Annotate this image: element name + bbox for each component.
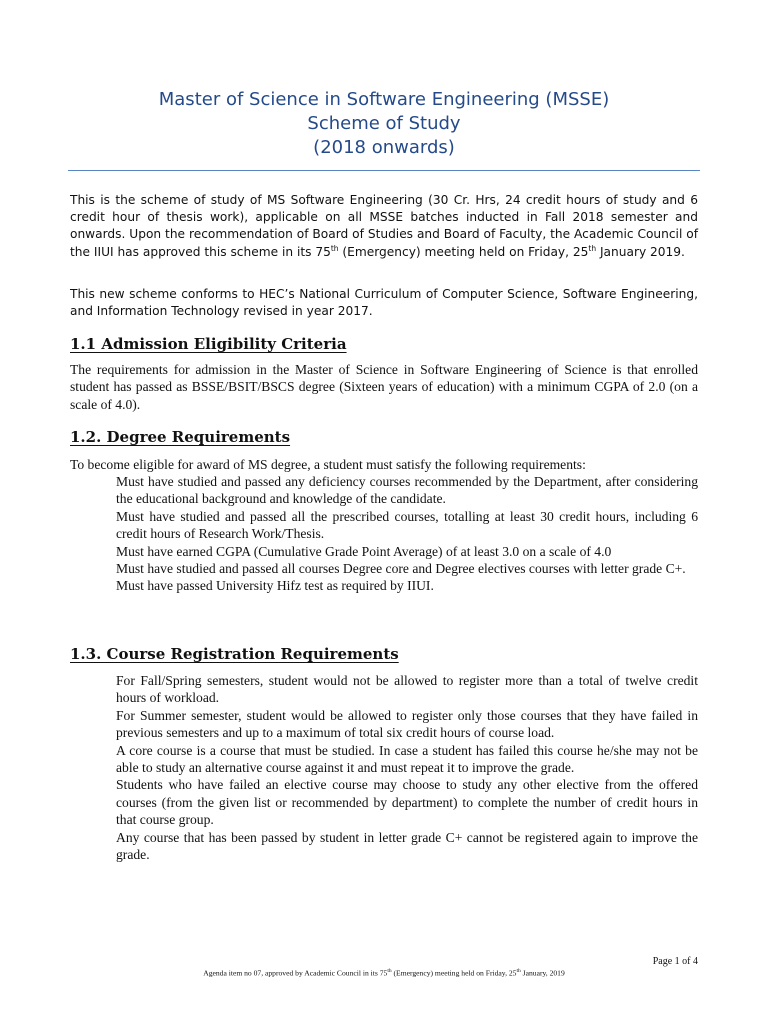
ordinal-suffix: th — [516, 968, 521, 974]
list-item: Must have passed University Hifz test as required by IIUI. — [116, 578, 434, 594]
title-line-1: Master of Science in Software Engineering (MSSE) — [158, 89, 610, 110]
title-line-3: (2018 onwards) — [313, 137, 455, 158]
page-footer — [0, 968, 768, 978]
page-number: Page 1 of 4 — [652, 956, 698, 967]
intro-text: January 2019. — [596, 244, 685, 259]
list-item: Must have studied and passed all courses Degree core and Degree electives courses with letter grade C+. — [116, 561, 686, 577]
ordinal-suffix: th — [387, 968, 392, 974]
list-item: Must have studied and passed all the prescribed courses, totalling at least 30 credit hours, including 6 credit hours of Research Work/Thesis. — [116, 508, 698, 542]
registration-requirements-list — [116, 672, 698, 863]
title-divider — [68, 170, 700, 171]
list-item: Any course that has been passed by student in letter grade C+ cannot be registered again to improve the grade. — [116, 829, 698, 863]
intro-text: (Emergency) meeting held on Friday, 25 — [338, 244, 589, 259]
section-heading-admission: 1.1 Admission Eligibility Criteria — [70, 335, 347, 353]
footer-text: (Emergency) meeting held on Friday, 25 — [391, 968, 517, 978]
footer-text: January, 2019 — [520, 968, 565, 978]
intro-paragraph-2: This new scheme conforms to HEC’s National Curriculum of Computer Science, Software Engineering, and Information Technology revised in year 2017. — [70, 287, 698, 319]
list-item: A core course is a course that must be studied. In case a student has failed this course he/she may not be able to study an alternative course against it and must repeat it to improve the grade. — [116, 742, 698, 776]
degree-requirements-list — [116, 473, 698, 595]
degree-intro: To become eligible for award of MS degree, a student must satisfy the following requirements: — [70, 457, 586, 472]
title-line-2: Scheme of Study — [307, 113, 461, 134]
list-item: Students who have failed an elective course may choose to study any other elective from the offered courses (from the given list or recommended by department) to complete the number of credit hours in that course group. — [116, 777, 698, 828]
list-item: For Fall/Spring semesters, student would not be allowed to register more than a total of twelve credit hours of workload. — [116, 673, 698, 706]
ordinal-suffix: th — [588, 243, 597, 253]
section-heading-registration: 1.3. Course Registration Requirements — [70, 645, 399, 663]
document-title — [68, 88, 700, 160]
list-item: Must have earned CGPA (Cumulative Grade Point Average) of at least 3.0 on a scale of 4.0 — [116, 543, 612, 559]
section-heading-degree: 1.2. Degree Requirements — [70, 428, 291, 446]
list-item: Must have studied and passed any deficiency courses recommended by the Department, after considering the educational background and knowledge of the candidate. — [116, 474, 698, 507]
admission-paragraph: The requirements for admission in the Master of Science in Software Engineering of Science is that enrolled student has passed as BSSE/BSIT/BSCS degree (Sixteen years of education) with a minimum CGPA of 2.0 (on a scale of 4.0). — [70, 362, 698, 412]
ordinal-suffix: th — [330, 243, 339, 253]
list-item: For Summer semester, student would be allowed to register only those courses that they have failed in previous semesters and up to a maximum of total six credit hours of course load. — [116, 707, 698, 741]
footer-text: Agenda item no 07, approved by Academic Council in its 75 — [203, 968, 388, 978]
intro-text: This is the scheme of study of MS Software Engineering (30 Cr. Hrs, 24 credit hours of study and 6 credit hour of thesis work), applicable on all MSSE batches inducted in Fall 2018 semester and onwards. Upon the recommendation of Board of Studies and Board of Faculty, the Academic Council of the IIUI has approved this scheme in its 75 — [70, 193, 698, 259]
intro-paragraph-1 — [70, 192, 698, 261]
